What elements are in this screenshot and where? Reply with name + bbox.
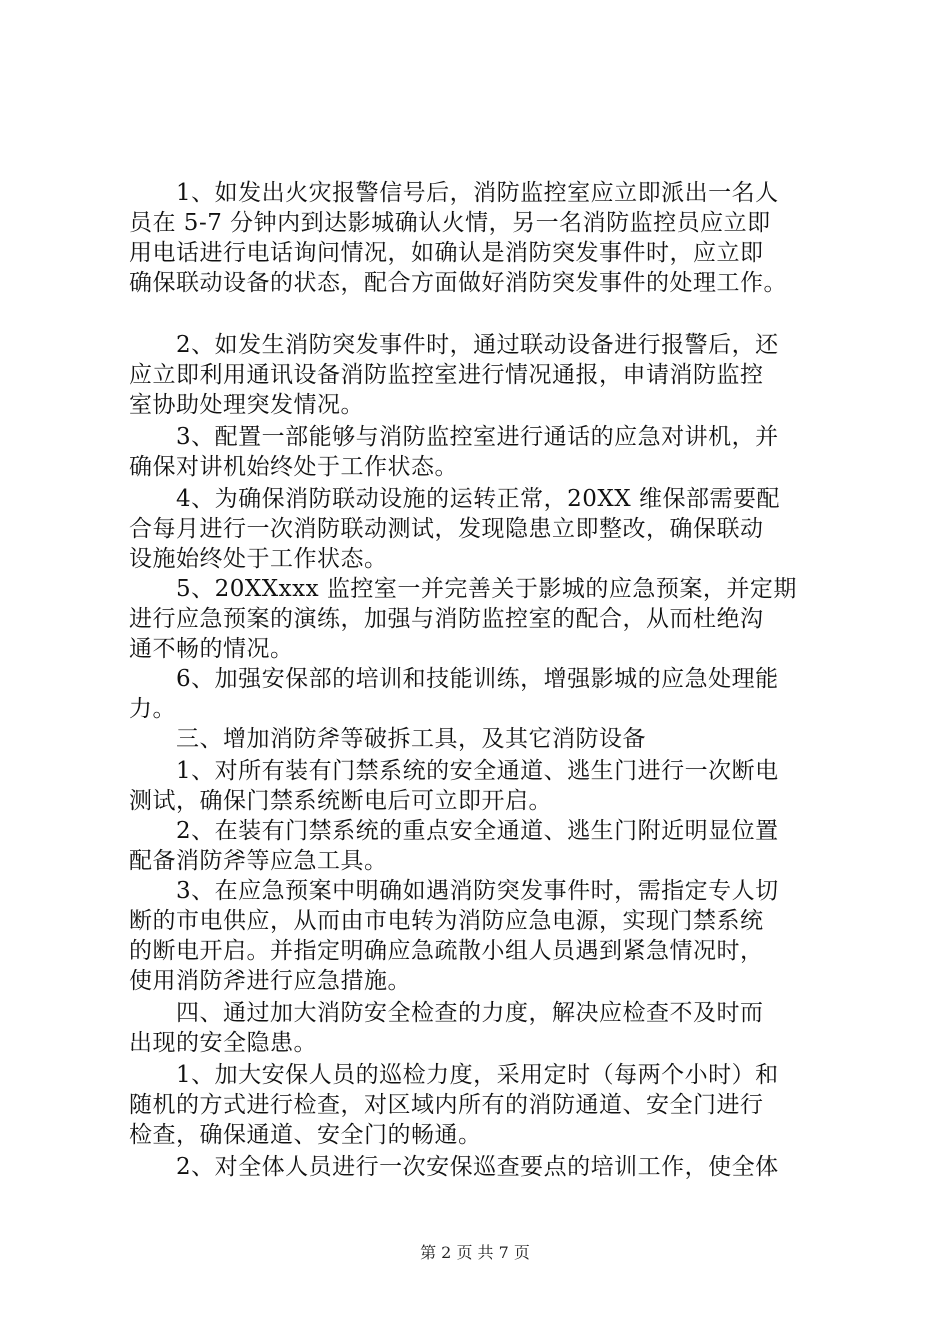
text-line: 3、配置一部能够与消防监控室进行通话的应急对讲机，并 <box>129 424 779 450</box>
text-line: 三、增加消防斧等破拆工具，及其它消防设备 <box>129 726 646 752</box>
text-line: 4、为确保消防联动设施的运转正常，20XX 维保部需要配 <box>129 486 780 512</box>
text-line: 合每月进行一次消防联动测试，发现隐患立即整改，确保联动 <box>129 516 764 542</box>
text-line: 检查，确保通道、安全门的畅通。 <box>129 1122 482 1148</box>
paragraph-11 <box>129 1152 849 1182</box>
text-line: 1、加大安保人员的巡检力度，采用定时（每两个小时）和 <box>129 1062 779 1088</box>
text-line: 的断电开启。并指定明确应急疏散小组人员遇到紧急情况时， <box>129 938 764 964</box>
text-line: 四、通过加大消防安全检查的力度，解决应检查不及时而 <box>129 1000 764 1026</box>
paragraph-9 <box>129 876 849 996</box>
text-line: 测试，确保门禁系统断电后可立即开启。 <box>129 788 552 814</box>
text-line: 员在 5-7 分钟内到达影城确认火情，另一名消防监控员应立即 <box>129 210 771 236</box>
text-line: 出现的安全隐患。 <box>129 1030 317 1056</box>
paragraph-1 <box>129 178 849 298</box>
text-line: 3、在应急预案中明确如遇消防突发事件时，需指定专人切 <box>129 878 779 904</box>
text-line: 断的市电供应，从而由市电转为消防应急电源，实现门禁系统 <box>129 908 764 934</box>
paragraph-5 <box>129 574 849 664</box>
text-line: 1、对所有装有门禁系统的安全通道、逃生门进行一次断电 <box>129 758 779 784</box>
text-line: 2、对全体人员进行一次安保巡查要点的培训工作，使全体 <box>129 1154 779 1180</box>
paragraph-10 <box>129 1060 849 1150</box>
text-line: 应立即利用通讯设备消防监控室进行情况通报，申请消防监控 <box>129 362 764 388</box>
text-line: 通不畅的情况。 <box>129 636 294 662</box>
text-line: 6、加强安保部的培训和技能训练，增强影城的应急处理能 <box>129 666 779 692</box>
paragraph-3 <box>129 422 849 482</box>
text-line: 5、20XXxxx 监控室一并完善关于影城的应急预案，并定期 <box>129 576 797 602</box>
text-line: 用电话进行电话询问情况，如确认是消防突发事件时，应立即 <box>129 240 764 266</box>
section-heading-3 <box>129 724 849 754</box>
paragraph-2 <box>129 330 849 420</box>
text-line: 设施始终处于工作状态。 <box>129 546 388 572</box>
text-line: 确保对讲机始终处于工作状态。 <box>129 454 458 480</box>
text-line: 2、在装有门禁系统的重点安全通道、逃生门附近明显位置 <box>129 818 779 844</box>
paragraph-8 <box>129 816 849 876</box>
paragraph-4 <box>129 484 849 574</box>
page-number-footer: 第 2 页 共 7 页 <box>420 1243 530 1262</box>
text-line: 确保联动设备的状态，配合方面做好消防突发事件的处理工作。 <box>129 270 787 296</box>
text-line: 使用消防斧进行应急措施。 <box>129 968 411 994</box>
section-heading-4 <box>129 998 849 1058</box>
paragraph-6 <box>129 664 849 724</box>
text-line: 1、如发出火灾报警信号后，消防监控室应立即派出一名人 <box>129 180 779 206</box>
text-line: 随机的方式进行检查，对区域内所有的消防通道、安全门进行 <box>129 1092 764 1118</box>
text-line: 室协助处理突发情况。 <box>129 392 364 418</box>
paragraph-7 <box>129 756 849 816</box>
text-line: 配备消防斧等应急工具。 <box>129 848 388 874</box>
text-line: 进行应急预案的演练，加强与消防监控室的配合，从而杜绝沟 <box>129 606 764 632</box>
text-line: 2、如发生消防突发事件时，通过联动设备进行报警后，还 <box>129 332 779 358</box>
text-line: 力。 <box>129 696 176 722</box>
